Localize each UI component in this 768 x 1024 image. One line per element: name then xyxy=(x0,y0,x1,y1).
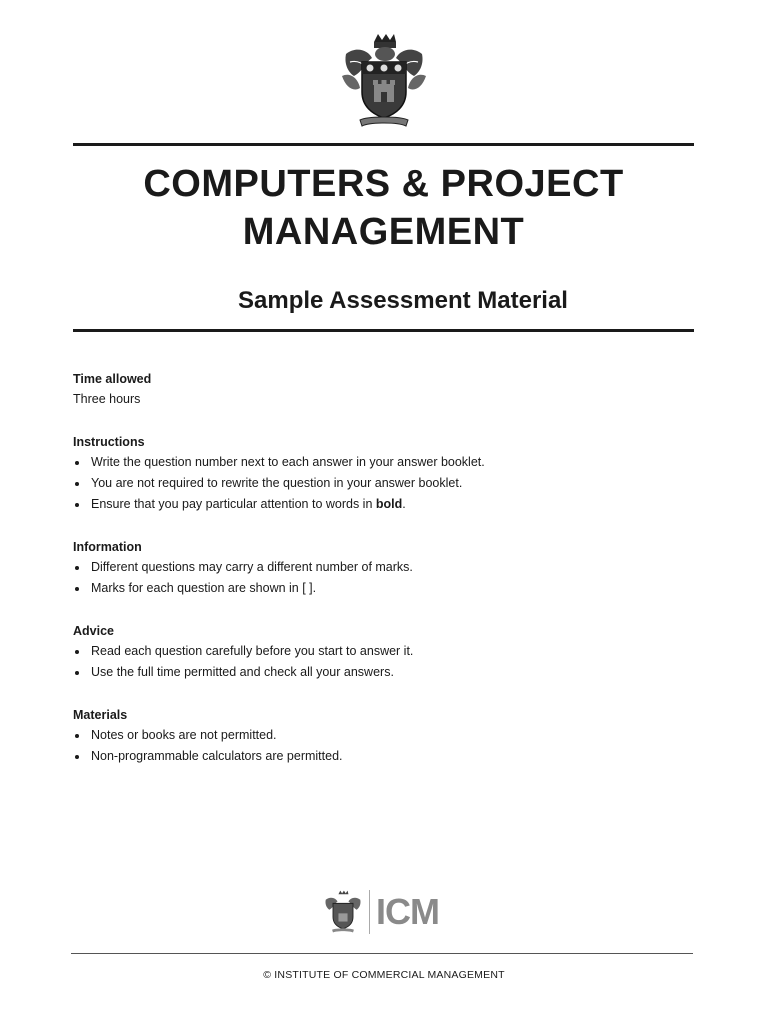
top-divider xyxy=(73,143,694,146)
advice-list xyxy=(73,641,693,683)
copyright-notice: © INSTITUTE OF COMMERCIAL MANAGEMENT xyxy=(263,969,505,981)
list-item: Write the question number next to each answer in your answer booklet. xyxy=(73,452,693,473)
page-title xyxy=(73,160,694,256)
materials-list xyxy=(73,725,693,767)
advice-section xyxy=(73,621,693,683)
list-item-suffix: . xyxy=(402,497,406,511)
section-heading: Instructions xyxy=(73,435,145,449)
bold-word: bold xyxy=(375,497,403,511)
information-section xyxy=(73,537,693,599)
list-item: Notes or books are not permitted. xyxy=(73,725,693,746)
list-item-text: Ensure that you pay particular attention to words in xyxy=(91,497,376,511)
list-item: Use the full time permitted and check all your answers. xyxy=(73,662,693,683)
list-item: Different questions may carry a different number of marks. xyxy=(73,557,693,578)
instructions-section xyxy=(73,432,693,515)
information-list xyxy=(73,557,693,599)
list-item: Non-programmable calculators are permitted. xyxy=(73,746,693,767)
list-item: Marks for each question are shown in [ ]. xyxy=(73,578,693,599)
section-heading: Materials xyxy=(73,708,128,722)
exam-info xyxy=(73,369,693,789)
coat-of-arms-icon xyxy=(323,889,363,935)
time-allowed-value: Three hours xyxy=(73,392,141,406)
footer-divider xyxy=(71,953,693,954)
list-item: Read each question carefully before you start to answer it. xyxy=(73,641,693,662)
list-item xyxy=(73,494,693,515)
header-divider xyxy=(73,329,694,332)
icm-logo xyxy=(323,888,439,936)
logo-text: ICM xyxy=(376,891,439,932)
coat-of-arms-icon xyxy=(340,32,428,130)
time-allowed-section xyxy=(73,369,693,410)
page-subtitle: Sample Assessment Material xyxy=(238,287,568,314)
instructions-list xyxy=(73,452,693,515)
list-item: You are not required to rewrite the question in your answer booklet. xyxy=(73,473,693,494)
section-heading: Information xyxy=(73,540,142,554)
section-heading: Time allowed xyxy=(73,372,152,386)
title-line-2: MANAGEMENT xyxy=(242,211,525,253)
title-line-1: COMPUTERS & PROJECT xyxy=(143,163,624,205)
materials-section xyxy=(73,705,693,767)
logo-divider xyxy=(369,890,370,934)
section-heading: Advice xyxy=(73,624,114,638)
